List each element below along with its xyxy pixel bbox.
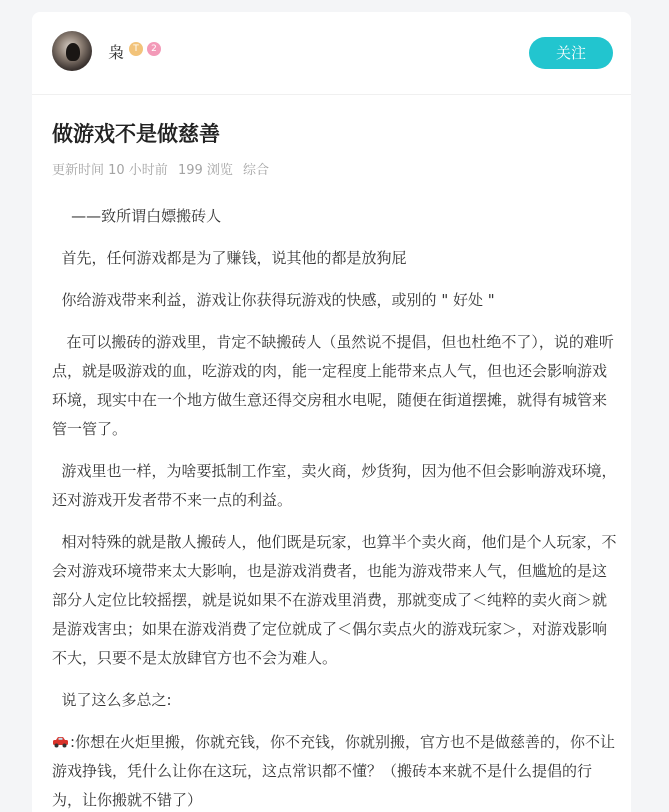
article-meta bbox=[52, 159, 275, 178]
paragraph-final bbox=[52, 728, 617, 812]
author-name[interactable]: 枭 bbox=[108, 43, 125, 62]
level-badge-icon: T bbox=[129, 42, 143, 56]
paragraph: 你给游戏带来利益，游戏让你获得玩游戏的快感，或别的 " 好处 " bbox=[52, 291, 495, 309]
paragraph: 在可以搬砖的游戏里，肯定不缺搬砖人（虽然说不提倡，但也杜绝不了），说的难听点，就是吸游戏的血，吃游戏的肉，能一定程度上能带来点人气，但也还会影响游戏环境，现实中在一个地方做生意还得交房租水电呢，随便在街道摆摊，就得有城管来管一管了。 bbox=[52, 333, 614, 438]
article-title: 做游戏不是做慈善 bbox=[52, 122, 220, 146]
updated-time: 更新时间 10 小时前 bbox=[52, 163, 168, 178]
car-icon bbox=[52, 736, 69, 748]
paragraph: 相对特殊的就是散人搬砖人，他们既是玩家，也算半个卖火商，他们是个人玩家，不会对游戏环境带来太大影响，也是游戏消费者，也能为游戏带来人气，但尴尬的是这部分人定位比较摇摆，就是说如果不在游戏里消费，那就变成了＜纯粹的卖火商＞就是游戏害虫；如果在游戏消费了定位就成了＜偶尔卖点火的游戏玩家＞，对游戏影响不大，只要不是太放肆官方也不会为难人。 bbox=[52, 533, 617, 667]
view-count: 199 浏览 bbox=[177, 163, 233, 178]
category-tag[interactable]: 综合 bbox=[243, 163, 270, 178]
author-header bbox=[32, 12, 631, 95]
paragraph: 游戏里也一样，为啥要抵制工作室，卖火商，炒货狗，因为他不但会影响游戏环境，还对游戏开发者带不来一点的利益。 bbox=[52, 462, 617, 509]
paragraph: 首先，任何游戏都是为了赚钱，说其他的都是放狗屁 bbox=[52, 249, 407, 267]
article-card bbox=[32, 12, 631, 812]
article-body bbox=[52, 202, 617, 812]
paragraph: ——致所谓白嫖搬砖人 bbox=[52, 207, 222, 225]
follow-button[interactable]: 关注 bbox=[529, 37, 613, 69]
paragraph: 说了这么多总之: bbox=[52, 691, 172, 709]
rank-badge-icon: 2 bbox=[147, 42, 161, 56]
avatar[interactable] bbox=[52, 31, 92, 71]
paragraph-text: :你想在火炬里搬，你就充钱，你不充钱，你就别搬，官方也不是做慈善的，你不让游戏挣钱，凭什么让你在这玩，这点常识都不懂？（搬砖本来就不是什么提倡的行为，让你搬就不错了） bbox=[52, 733, 616, 809]
